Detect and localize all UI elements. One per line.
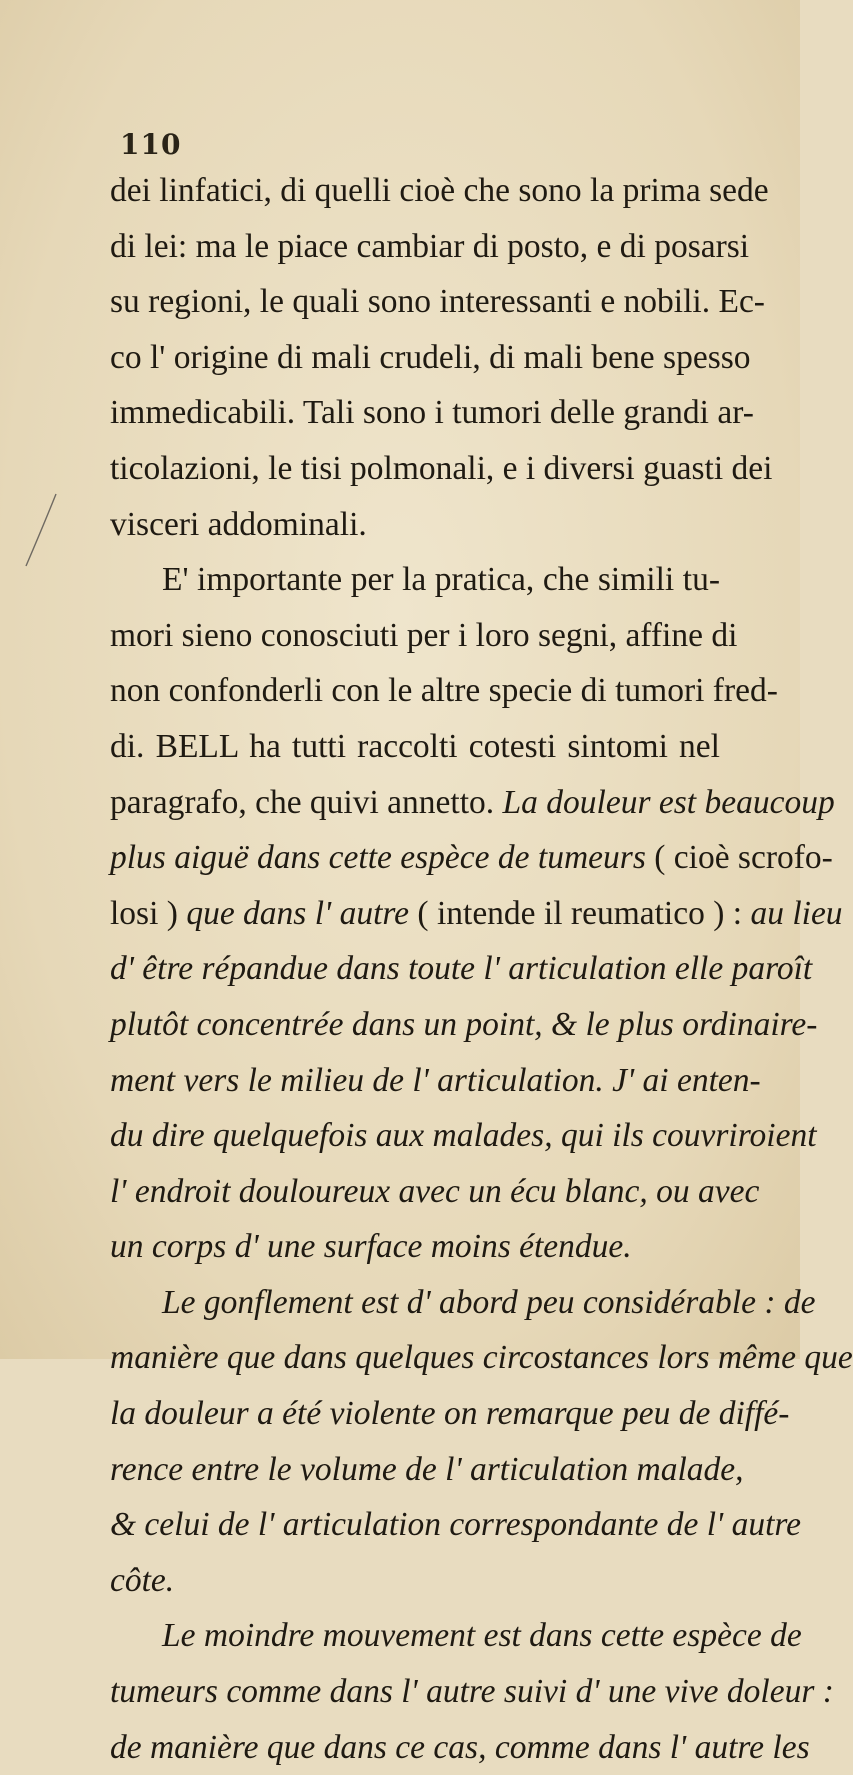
text-line: plutôt concentrée dans un point, & le plus ordinaire- bbox=[110, 1005, 818, 1043]
text-line: plus aiguë dans cette espèce de tumeurs ( cioè scrofo- bbox=[110, 839, 833, 877]
text-line: & celui de l' articulation correspondante de l' autre bbox=[110, 1506, 802, 1544]
text-line: côte. bbox=[110, 1561, 175, 1599]
text-line: visceri addominali. bbox=[110, 505, 367, 543]
text-line: rence entre le volume de l' articulation malade, bbox=[110, 1450, 744, 1488]
text-line: dei linfatici, di quelli cioè che sono la prima sede bbox=[110, 172, 769, 209]
text-line: d' être répandue dans toute l' articulation elle paroît bbox=[110, 950, 813, 988]
page-number: 110 bbox=[120, 128, 182, 161]
text-line: Le moindre mouvement est dans cette espèce de bbox=[162, 1617, 802, 1655]
text-line: ment vers le milieu de l' articulation. J' ai enten- bbox=[110, 1061, 761, 1099]
text-line: E' importante per la pratica, che simili tu- bbox=[162, 561, 720, 599]
margin-pen-mark bbox=[22, 490, 62, 570]
text-line: su regioni, le quali sono interessanti e nobili. Ec- bbox=[110, 283, 765, 321]
text-line: la douleur a été violente on remarque peu de diffé- bbox=[110, 1395, 790, 1433]
text-line: di lei: ma le piace cambiar di posto, e di posarsi bbox=[110, 227, 750, 265]
text-line: ticolazioni, le tisi polmonali, e i diversi guasti dei bbox=[110, 449, 773, 487]
text-line: manière que dans quelques circostances lors même que bbox=[110, 1339, 853, 1377]
text-line: mori sieno conosciuti per i loro segni, affine di bbox=[110, 616, 738, 654]
text-line: di. BELL ha tutti raccolti cotesti sintomi nel bbox=[110, 727, 720, 765]
text-line: Le gonflement est d' abord peu considérable : de bbox=[162, 1283, 816, 1321]
text-line: l' endroit douloureux avec un écu blanc, ou avec bbox=[110, 1172, 760, 1210]
text-line: du dire quelquefois aux malades, qui ils couvriroient bbox=[110, 1117, 817, 1155]
text-line: tumeurs comme dans l' autre suivi d' une vive doleur : bbox=[110, 1673, 834, 1711]
text-line: losi ) que dans l' autre ( intende il reumatico ) : au lieu bbox=[110, 894, 843, 932]
text-line: immedicabili. Tali sono i tumori delle grandi ar- bbox=[110, 394, 754, 432]
text-line: non confonderli con le altre specie di tumori fred- bbox=[110, 672, 778, 710]
text-line: paragrafo, che quivi annetto. La douleur est beaucoup bbox=[110, 783, 835, 821]
text-line: un corps d' une surface moins étendue. bbox=[110, 1228, 632, 1266]
text-line: co l' origine di mali crudeli, di mali bene spesso bbox=[110, 338, 751, 376]
text-line: de manière que dans ce cas, comme dans l' autre les bbox=[110, 1728, 810, 1766]
body-text bbox=[110, 163, 853, 1775]
